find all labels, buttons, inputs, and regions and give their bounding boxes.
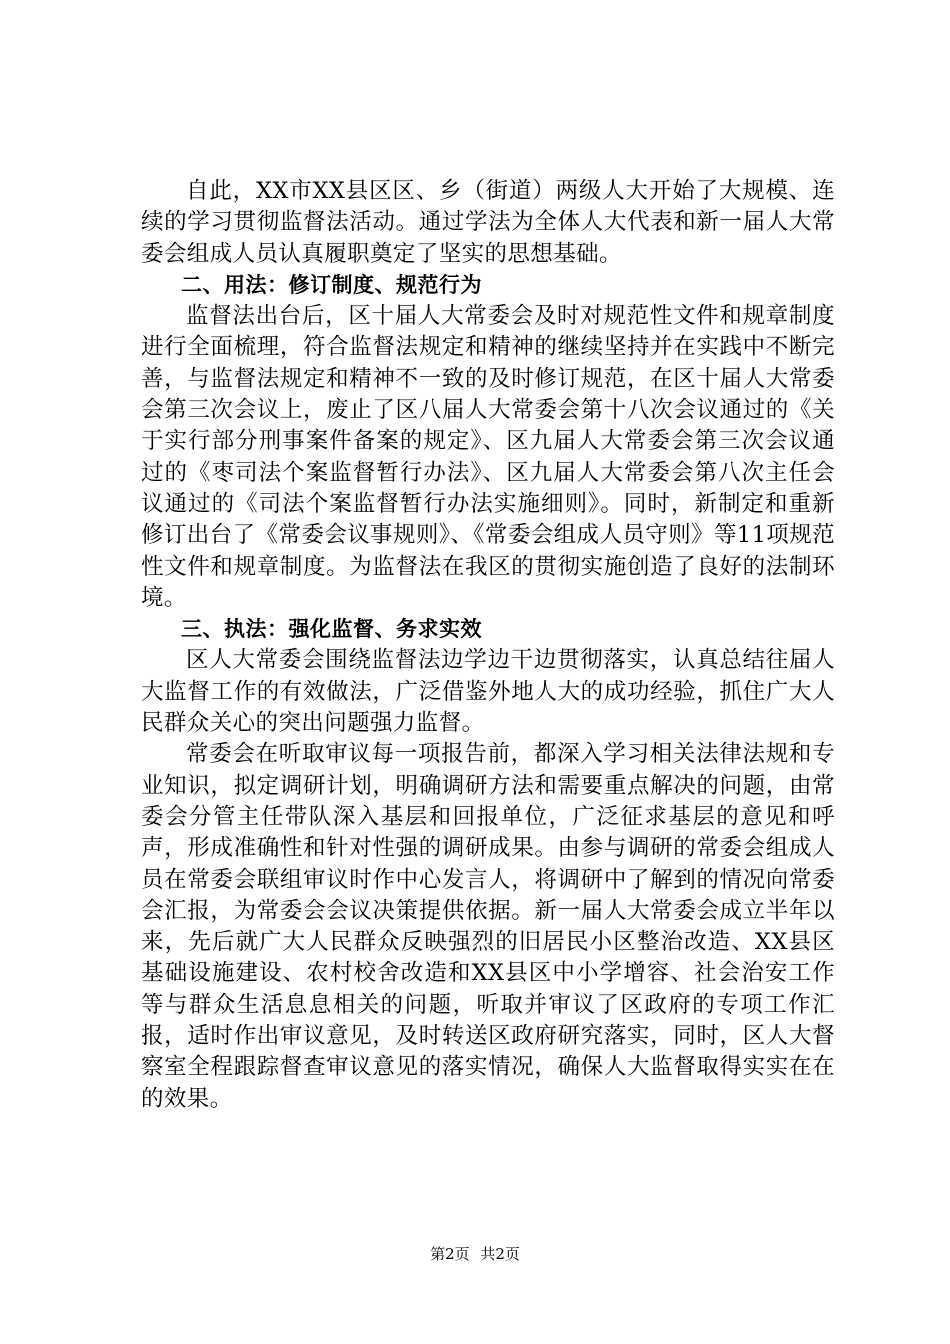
paragraph-section-3b: 常委会在听取审议每一项报告前，都深入学习相关法律法规和专业知识，拟定调研计划，明确调研方法和需要重点解决的问题，由常委会分管主任带队深入基层和回报单位，广泛征求基层的意见和呼声，形成准确性和针对性强的调研成果。由参与调研的常委会组成人员在常委会联组审议时作中心发言人，将调研中了解到的情况向常委会汇报，为常委会会议决策提供依据。新一届人大常委会成立半年以来，先后就广大人民群众反映强烈的旧居民小区整治改造、XX县区基础设施建设、农村校舍改造和XX县区中小学增容、社会治安工作等与群众生活息息相关的问题，听取并审议了区政府的专项工作汇报，适时作出审议意见，及时转送区政府研究落实，同时，区人大督察室全程跟踪督查审议意见的落实情况，确保人大监督取得实实在在的效果。 — [141, 741, 835, 1112]
paragraph-section-3a: 区人大常委会围绕监督法边学边干边贯彻落实，认真总结往届人大监督工作的有效做法，广泛借鉴外地人大的成功经验，抓住广大人民群众关心的突出问题强力监督。 — [141, 647, 835, 737]
page-number: 第2页 — [430, 1245, 470, 1263]
paragraph-intro: 自此，XX市XX县区区、乡（街道）两级人大开始了大规模、连续的学习贯彻监督法活动。通过学法为全体人大代表和新一届人大常委会组成人员认真履职奠定了坚实的思想基础。 — [141, 178, 835, 267]
section-heading-2: 二、用法：修订制度、规范行为 — [181, 272, 482, 297]
page-total: 共2页 — [480, 1245, 520, 1263]
paragraph-section-2: 监督法出台后，区十届人大常委会及时对规范性文件和规章制度进行全面梳理，符合监督法规定和精神的继续坚持并在实践中不断完善，与监督法规定和精神不一致的及时修订规范，在区十届人大常委会第三次会议上，废止了区八届人大常委会第十八次会议通过的《关于实行部分刑事案件备案的规定》、区九届人大常委会第三次会议通过的《枣司法个案监督暂行办法》、区九届人大常委会第八次主任会议通过的《司法个案监督暂行办法实施细则》。同时，新制定和重新修订出台了《常委会议事规则》、《常委会组成人员守则》等11项规范性文件和规章制度。为监督法在我区的贯彻实施创造了良好的法制环境。 — [141, 303, 835, 611]
section-heading-3: 三、执法：强化监督、务求实效 — [181, 617, 482, 642]
page-footer — [0, 1244, 950, 1264]
document-body — [141, 176, 835, 1115]
